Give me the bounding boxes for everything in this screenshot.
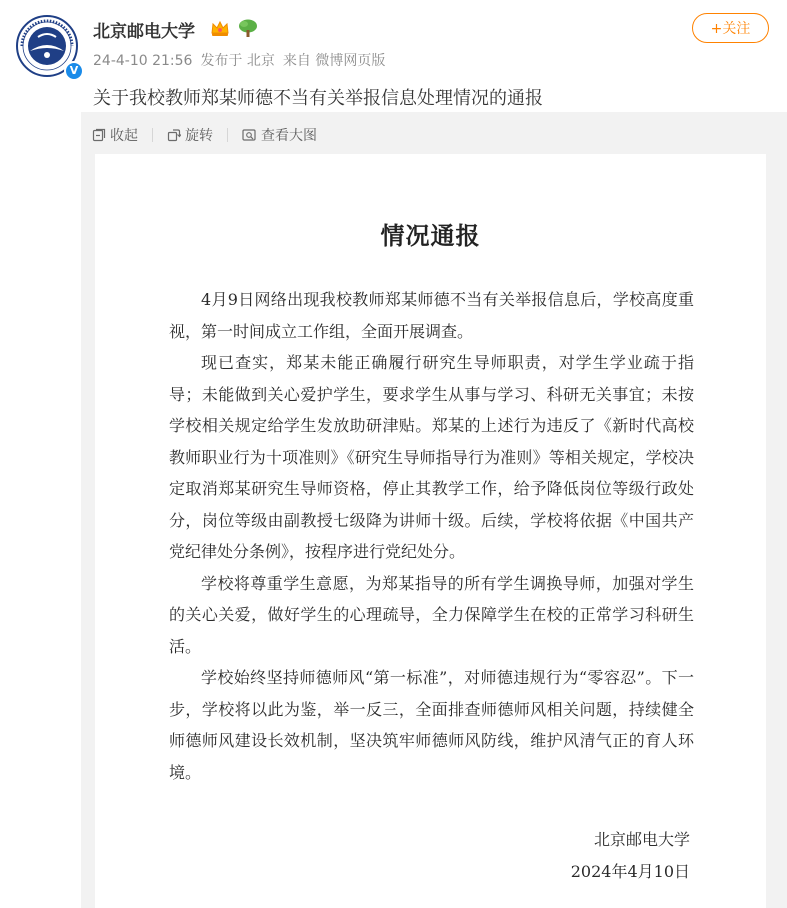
document-paragraph: 学校将尊重学生意愿，为郑某指导的所有学生调换导师，加强对学生的关心关爱，做好学生的心理疏导，全力保障学生在校的正常学习科研生活。 [169,573,694,656]
view-large-icon [242,128,257,142]
tree-icon[interactable] [237,18,259,42]
document-paragraph: 4月9日网络出现我校教师郑某师德不当有关举报信息后，学校高度重视，第一时间成立工作组，全面开展调查。 [169,290,694,341]
post-timestamp[interactable]: 24-4-10 21:56 [93,53,193,69]
rotate-label: 旋转 [185,128,213,144]
collapse-icon [92,128,106,142]
document-body [169,284,694,788]
view-large-label: 查看大图 [261,128,317,144]
document-signature-block [571,824,690,888]
rotate-icon [167,128,181,142]
post-location: 发布于 北京 [200,53,275,69]
view-large-button[interactable] [242,125,317,145]
follow-button[interactable]: +关注 [692,13,769,43]
document-paragraph: 现已查实，郑某未能正确履行研究生导师职责，对学生学业疏于指导；未能做到关心爱护学生，要求学生从事与学习、科研无关事宜；未按学校相关规定给学生发放助研津贴。郑某的上述行为违反了《新时代高校教师职业行为十项准则》《研究生导师指导行为准则》等相关规定，学校决定取消郑某研究生导师资格，停止其教学工作，给予降低岗位等级行政处分，岗位等级由副教授七级降为讲师十级。后续，学校将依据《中国共产党纪律处分条例》，按程序进行党纪处分。 [169,353,694,561]
image-toolbar [92,124,331,146]
post-source: 来自 微博网页版 [282,53,386,69]
document-date: 2024年4月10日 [570,862,690,881]
document-paragraph: 学校始终坚持师德师风“第一标准”，对师德违规行为“零容忍”。下一步，学校将以此为鉴，举一反三，全面排查师德师风相关问题，持续健全师德师风建设长效机制，坚决筑牢师德师风防线，维护风清气正的育人环境。 [169,668,694,782]
toolbar-divider [227,128,228,142]
rotate-button[interactable] [167,125,213,145]
announcement-image[interactable] [95,154,766,908]
toolbar-divider [152,128,153,142]
verified-badge-icon: V [64,61,84,81]
user-name[interactable]: 北京邮电大学 [93,22,195,42]
collapse-label: 收起 [110,128,138,144]
document-title: 情况通报 [380,221,481,250]
post-meta [93,50,393,70]
crown-icon[interactable] [210,19,230,41]
document-signature: 北京邮电大学 [593,830,690,849]
collapse-button[interactable] [92,125,138,145]
post-text: 关于我校教师郑某师德不当有关举报信息处理情况的通报 [93,88,543,109]
